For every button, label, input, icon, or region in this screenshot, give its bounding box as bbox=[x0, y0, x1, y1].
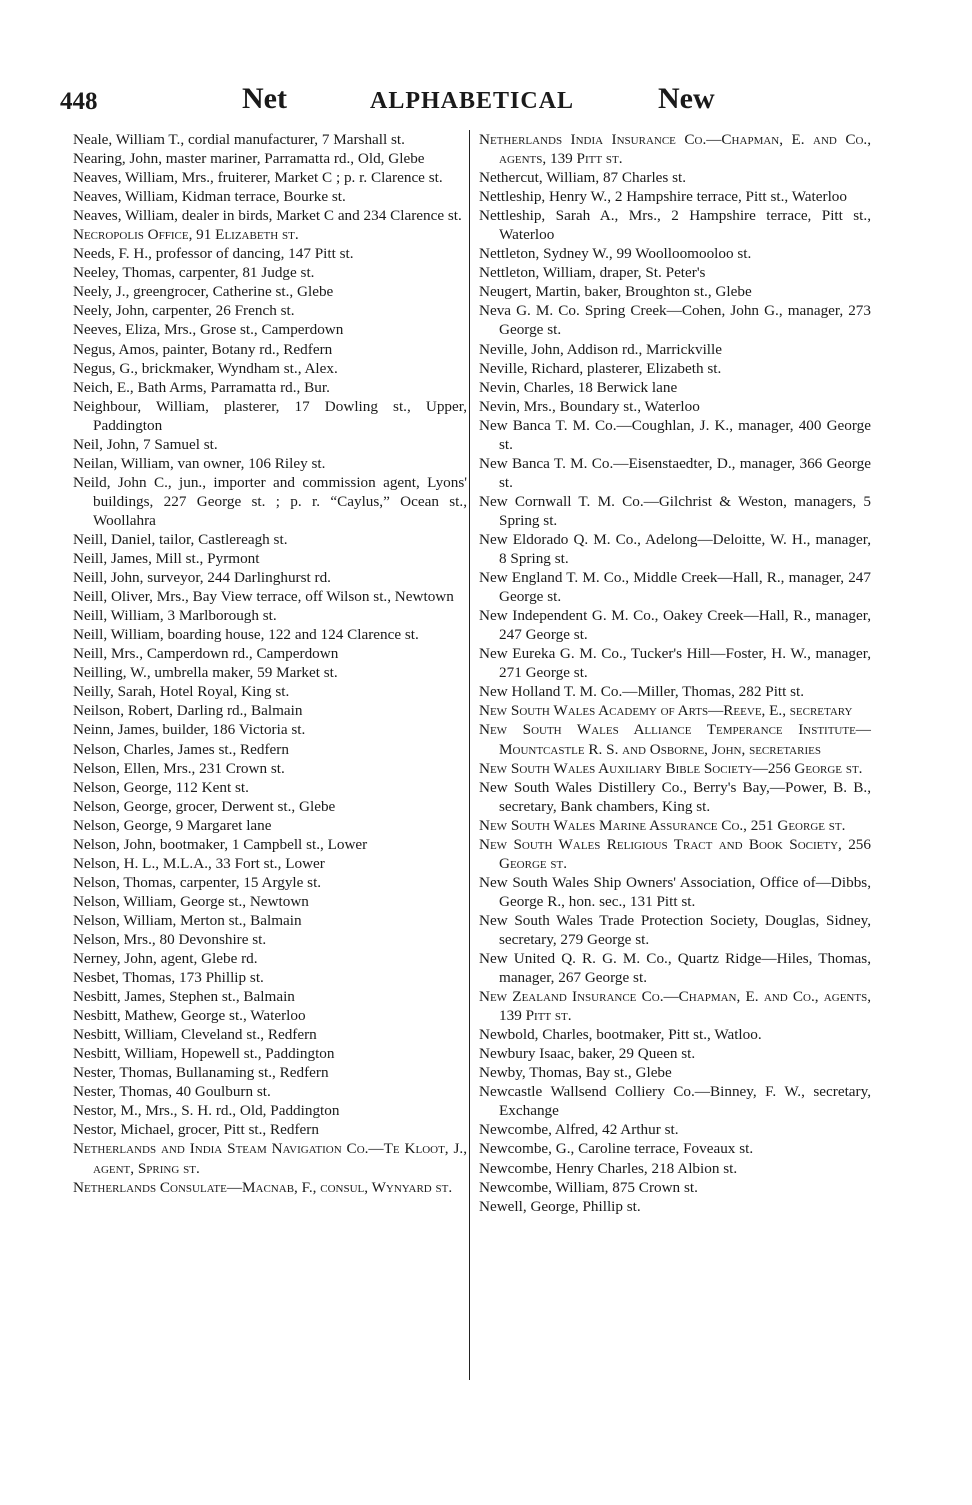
directory-entry: Neaves, William, Kidman terrace, Bourke st. bbox=[73, 188, 346, 206]
directory-entry: New Banca T. M. Co.—Coughlan, J. K., manager, 400 George st. bbox=[479, 416, 871, 453]
directory-entry: Neilly, Sarah, Hotel Royal, King st. bbox=[73, 683, 290, 701]
directory-entry: Neill, John, surveyor, 244 Darlinghurst rd. bbox=[73, 569, 331, 587]
directory-entry: Neill, Mrs., Camperdown rd., Camperdown bbox=[73, 645, 339, 663]
directory-entry: Nevin, Mrs., Boundary st., Waterloo bbox=[479, 397, 700, 415]
directory-entry: Nelson, George, grocer, Derwent st., Glebe bbox=[73, 797, 336, 815]
directory-entry: New Eureka G. M. Co., Tucker's Hill—Foster, H. W., manager, 271 George st. bbox=[479, 645, 871, 682]
directory-entry: Negus, G., brickmaker, Wyndham st., Alex. bbox=[73, 359, 338, 377]
directory-entry: Neaves, William, Mrs., fruiterer, Market C ; p. r. Clarence st. bbox=[73, 169, 443, 187]
directory-entry: New Holland T. M. Co.—Miller, Thomas, 282 Pitt st. bbox=[479, 683, 805, 701]
directory-entry: New Zealand Insurance Co.—Chapman, E. and Co., agents, 139 Pitt st. bbox=[479, 988, 871, 1025]
directory-entry: Nelson, William, George st., Newtown bbox=[73, 892, 309, 910]
directory-entry: New United Q. R. G. M. Co., Quartz Ridge—Hiles, Thomas, manager, 267 George st. bbox=[479, 950, 871, 987]
directory-entry: New England T. M. Co., Middle Creek—Hall, R., manager, 247 George st. bbox=[479, 569, 871, 606]
directory-entry: Neil, John, 7 Samuel st. bbox=[73, 435, 218, 453]
directory-entry: Nettleton, Sydney W., 99 Woolloomooloo st. bbox=[479, 245, 752, 263]
directory-entry: Nelson, Mrs., 80 Devonshire st. bbox=[73, 930, 267, 948]
directory-entry: Neilan, William, van owner, 106 Riley st. bbox=[73, 454, 326, 472]
directory-entry: New Eldorado Q. M. Co., Adelong—Deloitte, W. H., manager, 8 Spring st. bbox=[479, 530, 871, 568]
directory-entry: Neill, Daniel, tailor, Castlereagh st. bbox=[73, 530, 288, 548]
directory-entry: Negus, Amos, painter, Botany rd., Redfern bbox=[73, 340, 333, 358]
directory-entry: Nelson, John, bootmaker, 1 Campbell st., Lower bbox=[73, 835, 368, 853]
directory-entry: New South Wales Trade Protection Society, Douglas, Sidney, secretary, 279 George st. bbox=[479, 911, 871, 948]
directory-entry: Neeley, Thomas, carpenter, 81 Judge st. bbox=[73, 264, 315, 282]
directory-entry: Neill, James, Mill st., Pyrmont bbox=[73, 550, 260, 568]
directory-entry: Neinn, James, builder, 186 Victoria st. bbox=[73, 721, 306, 739]
directory-entry: Nethercut, William, 87 Charles st. bbox=[479, 169, 687, 187]
directory-entry: Nelson, George, 112 Kent st. bbox=[73, 778, 249, 796]
directory-entry: Nester, Thomas, 40 Goulburn st. bbox=[73, 1083, 271, 1101]
directory-entry: Newcombe, William, 875 Crown st. bbox=[479, 1178, 698, 1196]
directory-entry: Netherlands Consulate—Macnab, F., consul, Wynyard st. bbox=[73, 1178, 453, 1196]
directory-entry: Nettleship, Sarah A., Mrs., 2 Hampshire terrace, Pitt st., Waterloo bbox=[479, 207, 871, 244]
directory-entry: Neich, E., Bath Arms, Parramatta rd., Bur. bbox=[73, 378, 330, 396]
directory-entry: Neeves, Eliza, Mrs., Grose st., Camperdown bbox=[73, 321, 344, 339]
directory-entry: Nesbet, Thomas, 173 Phillip st. bbox=[73, 969, 264, 987]
directory-entry: Neva G. M. Co. Spring Creek—Cohen, John G., manager, 273 George st. bbox=[479, 302, 871, 339]
directory-entry: Nerney, John, agent, Glebe rd. bbox=[73, 950, 258, 968]
directory-entry: Neill, Oliver, Mrs., Bay View terrace, off Wilson st., Newtown bbox=[73, 588, 454, 606]
directory-entry: Neighbour, William, plasterer, 17 Dowling st., Upper, Paddington bbox=[73, 397, 467, 434]
directory-entry: New Cornwall T. M. Co.—Gilchrist & Weston, managers, 5 Spring st. bbox=[479, 492, 871, 529]
directory-entry: Netherlands India Insurance Co.—Chapman, E. and Co., agents, 139 Pitt st. bbox=[479, 131, 871, 168]
directory-entry: Newcombe, Henry Charles, 218 Albion st. bbox=[479, 1159, 738, 1177]
directory-entry: Neill, William, 3 Marlborough st. bbox=[73, 607, 277, 625]
directory-entry: Neville, Richard, plasterer, Elizabeth st. bbox=[479, 359, 722, 377]
first-guide-word: Net bbox=[242, 82, 287, 115]
directory-entry: Nestor, M., Mrs., S. H. rd., Old, Paddington bbox=[73, 1102, 340, 1120]
directory-entry: Neaves, William, dealer in birds, Market C and 234 Clarence st. bbox=[73, 207, 462, 225]
directory-entry: New South Wales Ship Owners' Association, Office of—Dibbs, George R., hon. sec., 131 Pitt st. bbox=[479, 873, 871, 910]
right-column bbox=[479, 130, 871, 1216]
directory-entry: Nelson, Charles, James st., Redfern bbox=[73, 740, 289, 758]
directory-entry: Neilling, W., umbrella maker, 59 Market st. bbox=[73, 664, 338, 682]
directory-entry: Newby, Thomas, Bay st., Glebe bbox=[479, 1064, 672, 1082]
directory-entry: Nester, Thomas, Bullanaming st., Redfern bbox=[73, 1064, 329, 1082]
section-title: ALPHABETICAL bbox=[370, 88, 575, 114]
directory-entry: New South Wales Religious Tract and Book Society, 256 George st. bbox=[479, 835, 871, 872]
directory-entry: New South Wales Auxiliary Bible Society—256 George st. bbox=[479, 759, 863, 777]
last-guide-word: New bbox=[658, 82, 715, 115]
directory-entry: New Independent G. M. Co., Oakey Creek—Hall, R., manager, 247 George st. bbox=[479, 607, 871, 644]
directory-entry: Neilson, Robert, Darling rd., Balmain bbox=[73, 702, 303, 720]
directory-entry: Netherlands and India Steam Navigation Co.—Te Kloot, J., agent, Spring st. bbox=[73, 1140, 467, 1177]
directory-entry: Neugert, Martin, baker, Broughton st., Glebe bbox=[479, 283, 752, 301]
directory-entry: Newcombe, G., Caroline terrace, Foveaux st. bbox=[479, 1140, 754, 1158]
directory-entry: Neely, J., greengrocer, Catherine st., Glebe bbox=[73, 283, 334, 301]
directory-entry: Nelson, William, Merton st., Balmain bbox=[73, 911, 302, 929]
directory-entry: Nelson, H. L., M.L.A., 33 Fort st., Lower bbox=[73, 854, 325, 872]
directory-entry: Nevin, Charles, 18 Berwick lane bbox=[479, 378, 678, 396]
page-header bbox=[60, 84, 920, 124]
left-column bbox=[73, 130, 467, 1197]
column-divider bbox=[469, 130, 470, 1380]
directory-entry: Necropolis Office, 91 Elizabeth st. bbox=[73, 226, 299, 244]
directory-entry: Nelson, Thomas, carpenter, 15 Argyle st. bbox=[73, 873, 322, 891]
directory-entry: Nelson, George, 9 Margaret lane bbox=[73, 816, 272, 834]
directory-entry: Nelson, Ellen, Mrs., 231 Crown st. bbox=[73, 759, 285, 777]
directory-entry: Needs, F. H., professor of dancing, 147 Pitt st. bbox=[73, 245, 354, 263]
directory-entry: Nettleton, William, draper, St. Peter's bbox=[479, 264, 706, 282]
directory-entry: New Banca T. M. Co.—Eisenstaedter, D., manager, 366 George st. bbox=[479, 454, 871, 491]
directory-entry: Newbold, Charles, bootmaker, Pitt st., Watloo. bbox=[479, 1026, 762, 1044]
directory-entry: New South Wales Distillery Co., Berry's Bay,—Power, B. B., secretary, Bank chambers, King st. bbox=[479, 778, 871, 815]
page-number: 448 bbox=[60, 88, 98, 115]
directory-entry: Neild, John C., jun., importer and commission agent, Lyons' buildings, 227 George st. ; p. r. “Caylus,” Ocean st., Woollahra bbox=[73, 473, 467, 529]
directory-entry: Newbury Isaac, baker, 29 Queen st. bbox=[479, 1045, 696, 1063]
directory-entry: Nestor, Michael, grocer, Pitt st., Redfern bbox=[73, 1121, 319, 1139]
directory-entry: Nesbitt, Mathew, George st., Waterloo bbox=[73, 1007, 306, 1025]
directory-entry: New South Wales Alliance Temperance Institute—Mountcastle R. S. and Osborne, John, secretaries bbox=[479, 721, 871, 758]
directory-entry: Newell, George, Phillip st. bbox=[479, 1197, 641, 1215]
directory-entry: Newcombe, Alfred, 42 Arthur st. bbox=[479, 1121, 679, 1139]
directory-entry: Neill, William, boarding house, 122 and 124 Clarence st. bbox=[73, 626, 419, 644]
directory-entry: Neely, John, carpenter, 26 French st. bbox=[73, 302, 295, 320]
directory-entry: Nesbitt, William, Hopewell st., Paddington bbox=[73, 1045, 335, 1063]
directory-entry: Nearing, John, master mariner, Parramatta rd., Old, Glebe bbox=[73, 150, 425, 168]
directory-entry: Newcastle Wallsend Colliery Co.—Binney, F. W., secretary, Exchange bbox=[479, 1083, 871, 1120]
directory-entry: New South Wales Academy of Arts—Reeve, E., secretary bbox=[479, 702, 853, 720]
directory-entry: Neale, William T., cordial manufacturer, 7 Marshall st. bbox=[73, 131, 405, 148]
directory-entry: New South Wales Marine Assurance Co., 251 George st. bbox=[479, 816, 846, 834]
directory-entry: Nettleship, Henry W., 2 Hampshire terrace, Pitt st., Waterloo bbox=[479, 188, 847, 206]
directory-entry: Nesbitt, William, Cleveland st., Redfern bbox=[73, 1026, 317, 1044]
directory-entry: Nesbitt, James, Stephen st., Balmain bbox=[73, 988, 295, 1006]
directory-entry: Neville, John, Addison rd., Marrickville bbox=[479, 340, 722, 358]
